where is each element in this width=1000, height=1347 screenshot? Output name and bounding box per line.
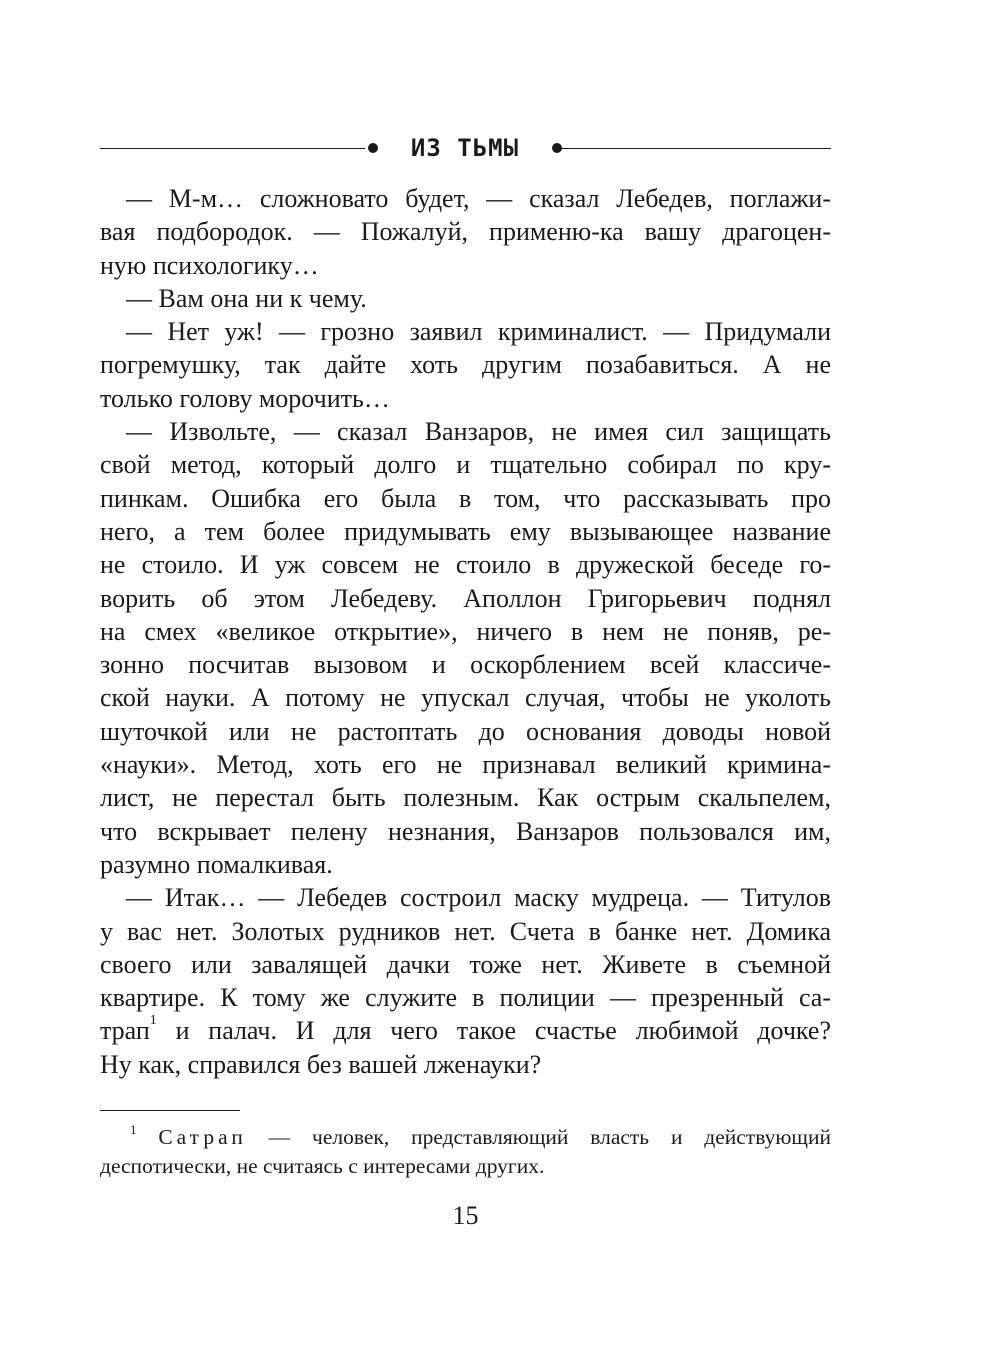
text-line: вая подбородок. — Пожалуй, применю-ка вашу драгоцен- — [100, 217, 831, 247]
header-bullet-left-icon — [368, 143, 378, 153]
footnote-term: Сатрап — [158, 1125, 247, 1149]
footnote-line — [100, 1123, 831, 1152]
text-line: — Итак… — Лебедев состроил маску мудреца. — Титулов — [126, 883, 831, 913]
footnote-mark: 1 — [130, 1122, 137, 1137]
text-line: пинкам. Ошибка его была в том, что рассказывать про — [100, 483, 831, 513]
text-line: не стоило. И уж совсем не стоило в дружеской беседе го- — [100, 550, 831, 580]
text-line: — Извольте, — сказал Ванзаров, не имея сил защищать — [126, 417, 831, 447]
text-line: ской науки. А потому не упускал случая, чтобы не уколоть — [100, 683, 831, 713]
text-line: своего или завалящей дачки тоже нет. Живете в съемной — [100, 949, 831, 979]
text-line: — Вам она ни к чему. — [126, 283, 367, 313]
text-line: — М-м… сложновато будет, — сказал Лебедев, поглажи- — [126, 184, 831, 213]
text-line: на смех «великое открытие», ничего в нем не поняв, ре- — [100, 616, 831, 646]
text-line: только голову морочить… — [100, 383, 390, 413]
footnote-reference[interactable]: 1 — [149, 1013, 157, 1029]
footnote-text: — человек, представляющий власть и действующий — [246, 1125, 832, 1149]
text-line: Ну как, справился без вашей лженауки? — [100, 1049, 542, 1079]
text-line: у вас нет. Золотых рудников нет. Счета в банке нет. Домика — [100, 916, 831, 946]
text-line: «науки». Метод, хоть его не признавал великий кримина- — [100, 750, 831, 780]
text-line: зонно посчитав вызовом и оскорблением всей классиче- — [100, 650, 831, 680]
text-line: ную психологику… — [100, 250, 319, 280]
footnote-rule — [100, 1110, 240, 1111]
footnote — [100, 1123, 831, 1181]
text-line: ворить об этом Лебедеву. Аполлон Григорьевич поднял — [100, 583, 831, 613]
header-rule-left — [100, 148, 365, 149]
text-line: него, а тем более придумывать ему вызывающее название — [100, 516, 831, 546]
text-line: погремушку, так дайте хоть другим позабавиться. А не — [100, 350, 831, 380]
running-header-title: ИЗ ТЬМЫ — [410, 134, 520, 162]
text-line: шуточкой или не растоптать до основания доводы новой — [100, 716, 831, 746]
text-line: квартире. К тому же служите в полиции — презренный са- — [100, 983, 831, 1013]
text-line: разумно помалкивая. — [100, 849, 333, 879]
text-segment: и палач. И для чего такое счастье любимой дочке? — [156, 1016, 831, 1046]
body-text — [100, 182, 831, 1081]
footnote-line: деспотически, не считаясь с интересами других. — [100, 1154, 545, 1178]
header-rule-right — [560, 148, 831, 149]
text-line: — Нет уж! — грозно заявил криминалист. — Придумали — [126, 317, 831, 347]
text-line-with-footnote-ref — [100, 1014, 831, 1047]
text-line: лист, не перестал быть полезным. Как острым скальпелем, — [100, 783, 831, 813]
text-line: что вскрывает пелену незнания, Ванзаров пользовался им, — [100, 816, 831, 846]
running-header — [100, 132, 831, 164]
page-number: 15 — [452, 1201, 479, 1230]
text-line: свой метод, который долго и тщательно собирал по кру- — [100, 450, 831, 480]
text-segment: трап — [100, 1016, 150, 1046]
